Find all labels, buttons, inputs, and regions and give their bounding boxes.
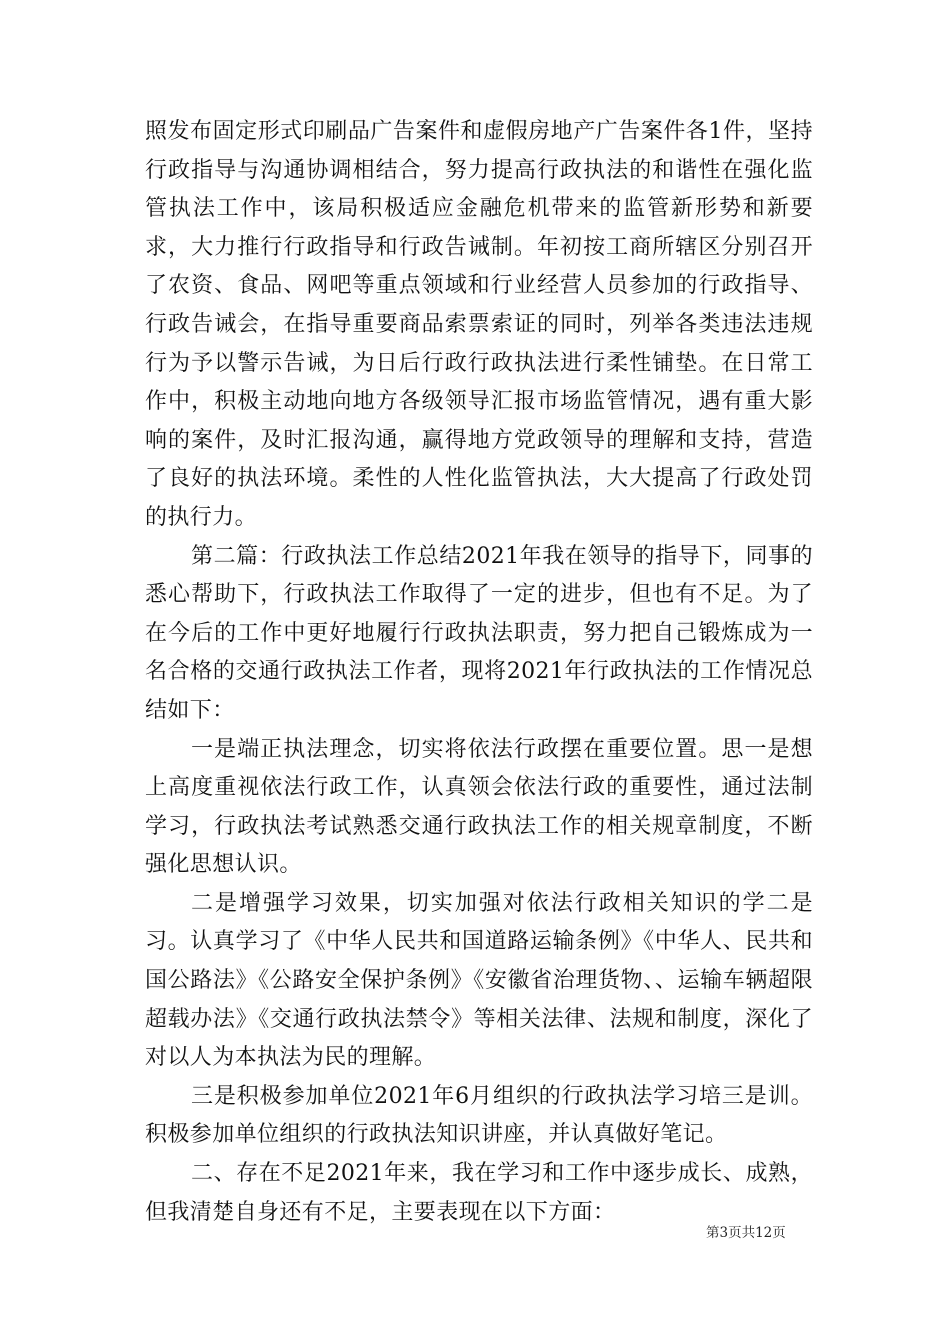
page-number-footer: 第3页共12页 [706,1225,786,1241]
paragraph-point-one: 一是端正执法理念，切实将依法行政摆在重要位置。思一是想上高度重视依法行政工作，认真领会依法行政的重要性，通过法制学习，行政执法考试熟悉交通行政执法工作的相关规章制度，不断强化思想认识。 [145,736,813,878]
paragraph-shortcomings: 二、存在不足2021年来，我在学习和工作中逐步成长、成熟，但我清楚自身还有不足，主要表现在以下方面： [145,1161,813,1225]
document-body [145,113,813,1232]
paragraph-point-three: 三是积极参加单位2021年6月组织的行政执法学习培三是训。积极参加单位组织的行政执法知识讲座，并认真做好笔记。 [145,1083,813,1148]
paragraph-point-two: 二是增强学习效果，切实加强对依法行政相关知识的学二是习。认真学习了《中华人民共和国道路运输条例》《中华人、民共和国公路法》《公路安全保护条例》《安徽省治理货物、、运输车辆超限超载办法》《交通行政执法禁令》等相关法律、法规和制度，深化了对以人为本执法为民的理解。 [145,890,813,1071]
paragraph-part-two-intro: 第二篇：行政执法工作总结2021年我在领导的指导下，同事的悉心帮助下，行政执法工作取得了一定的进步，但也有不足。为了在今后的工作中更好地履行行政执法职责，努力把自己锻炼成为一名合格的交通行政执法工作者，现将2021年行政执法的工作情况总结如下： [145,543,813,723]
paragraph-continued: 照发布固定形式印刷品广告案件和虚假房地产广告案件各1件，坚持行政指导与沟通协调相结合，努力提高行政执法的和谐性在强化监管执法工作中，该局积极适应金融危机带来的监管新形势和新要求，大力推行行政指导和行政告诫制。年初按工商所辖区分别召开了农资、食品、网吧等重点领域和行业经营人员参加的行政指导、行政告诫会，在指导重要商品索票索证的同时，列举各类违法违规行为予以警示告诫，为日后行政行政执法进行柔性铺垫。在日常工作中，积极主动地向地方各级领导汇报市场监管情况，遇有重大影响的案件，及时汇报沟通，赢得地方党政领导的理解和支持，营造了良好的执法环境。柔性的人性化监管执法，大大提高了行政处罚的执行力。 [145,119,813,530]
